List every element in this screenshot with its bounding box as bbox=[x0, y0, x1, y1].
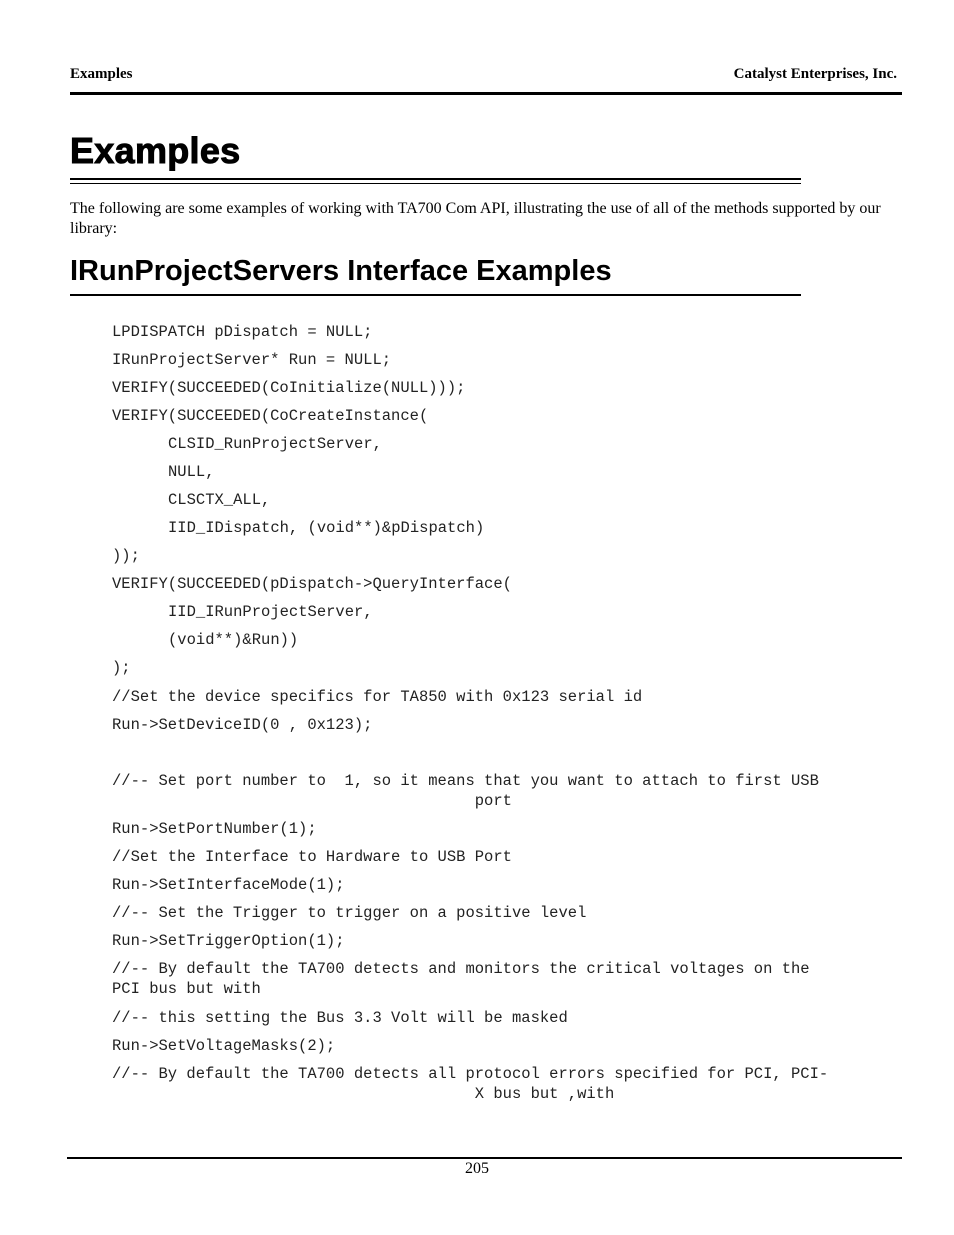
code-comment: //-- Set port number to 1, so it means that you want to attach to first USB port bbox=[112, 772, 819, 810]
code-line: Run->SetDeviceID(0 , 0x123); bbox=[112, 716, 373, 734]
code-comment: //Set the Interface to Hardware to USB Port bbox=[112, 848, 512, 866]
code-comment: //-- By default the TA700 detects all protocol errors specified for PCI, PCI- X bus but ,with bbox=[112, 1065, 829, 1103]
footer-rule bbox=[67, 1157, 902, 1159]
code-comment: //-- Set the Trigger to trigger on a positive level bbox=[112, 904, 587, 922]
header-rule bbox=[70, 92, 902, 95]
code-line: ); bbox=[112, 659, 131, 677]
section-heading: IRunProjectServers Interface Examples bbox=[70, 255, 612, 287]
code-line: IID_IRunProjectServer, bbox=[168, 603, 373, 621]
code-comment: //-- By default the TA700 detects and monitors the critical voltages on the PCI bus but with bbox=[112, 960, 810, 998]
code-line: VERIFY(SUCCEEDED(CoCreateInstance( bbox=[112, 407, 429, 425]
code-line: Run->SetVoltageMasks(2); bbox=[112, 1037, 336, 1055]
code-line: NULL, bbox=[168, 463, 215, 481]
page-number: 205 bbox=[465, 1160, 489, 1177]
code-line: IID_IDispatch, (void**)&pDispatch) bbox=[168, 519, 485, 537]
code-line: Run->SetInterfaceMode(1); bbox=[112, 876, 345, 894]
code-line: (void**)&Run)) bbox=[168, 631, 299, 649]
code-line: Run->SetPortNumber(1); bbox=[112, 820, 317, 838]
intro-paragraph: The following are some examples of working with TA700 Com API, illustrating the use of all of the methods supported by our library: bbox=[70, 200, 881, 237]
section-rule bbox=[70, 294, 801, 296]
code-line: LPDISPATCH pDispatch = NULL; bbox=[112, 323, 373, 341]
code-line: )); bbox=[112, 547, 140, 565]
code-line: IRunProjectServer* Run = NULL; bbox=[112, 351, 392, 369]
code-comment: //Set the device specifics for TA850 with 0x123 serial id bbox=[112, 688, 643, 706]
running-header-company: Catalyst Enterprises, Inc. bbox=[733, 66, 897, 82]
page-title: Examples bbox=[70, 130, 241, 171]
title-rule-thin bbox=[70, 183, 801, 184]
code-comment: //-- this setting the Bus 3.3 Volt will be masked bbox=[112, 1009, 568, 1027]
code-line: VERIFY(SUCCEEDED(CoInitialize(NULL))); bbox=[112, 379, 466, 397]
title-rule-thick bbox=[70, 178, 801, 180]
code-line: CLSID_RunProjectServer, bbox=[168, 435, 382, 453]
running-header-section: Examples bbox=[70, 66, 133, 82]
code-line: VERIFY(SUCCEEDED(pDispatch->QueryInterface( bbox=[112, 575, 512, 593]
code-line: CLSCTX_ALL, bbox=[168, 491, 271, 509]
code-line: Run->SetTriggerOption(1); bbox=[112, 932, 345, 950]
